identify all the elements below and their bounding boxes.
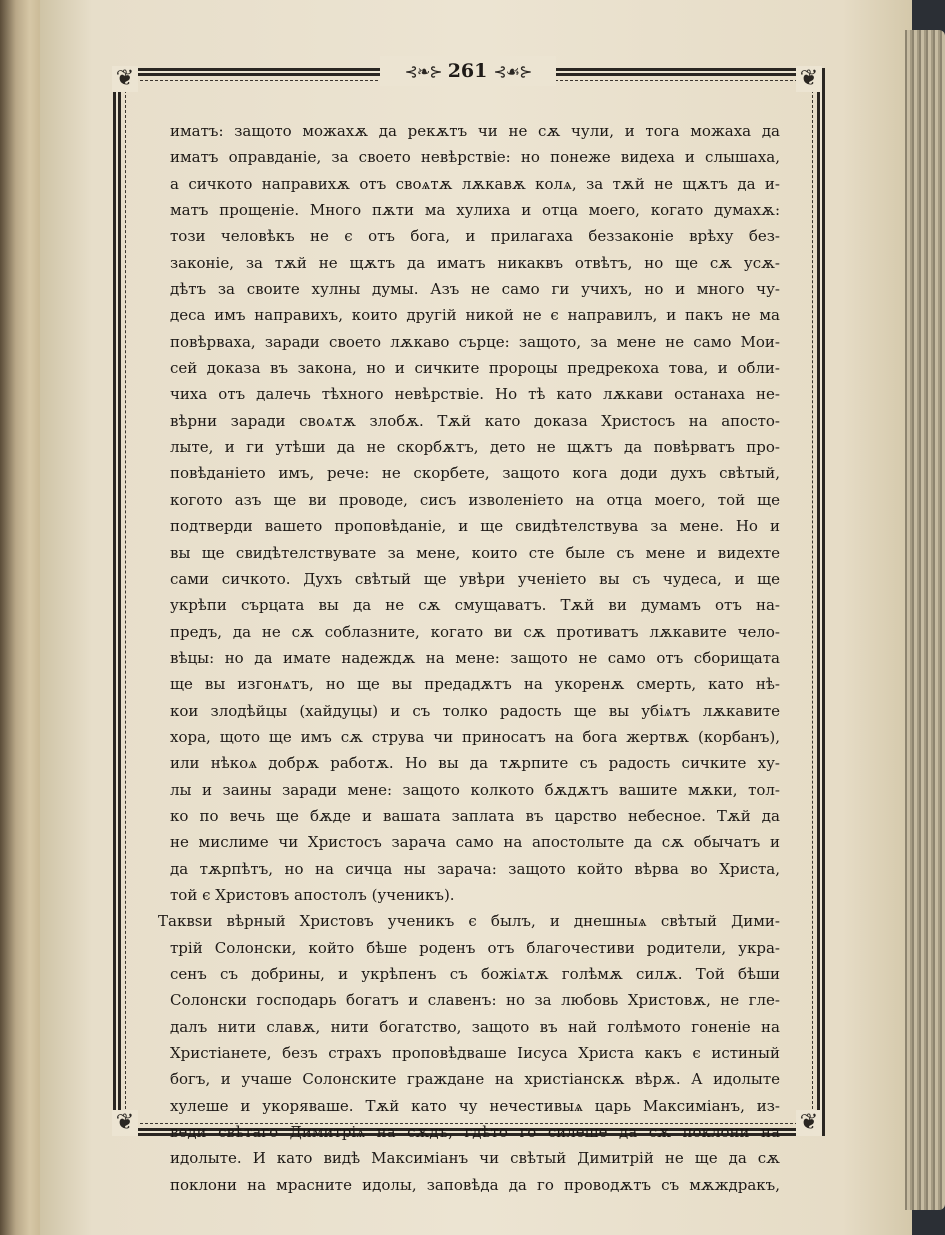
- text-line: вы ще свидѣтелствувате за мене, които сте быле съ мене и видехте: [170, 543, 780, 562]
- corner-ornament-icon: ❦: [112, 1110, 138, 1136]
- text-line: иматъ оправданіе, за своето невѣрствіе: но понеже видеха и слышаха,: [170, 148, 780, 167]
- text-line: ще вы изгонѧтъ, но ще вы предадѫтъ на укоренѫ смерть, като нѣ-: [170, 675, 780, 694]
- text-line: Солонски господарь богатъ и славенъ: но за любовь Христовѫ, не гле-: [170, 991, 780, 1010]
- text-line: Таквѕи вѣрный Христовъ ученикъ є былъ, и днешныѧ свѣтый Дими-: [158, 912, 780, 931]
- text-line: не мислиме чи Христосъ зарача само на апостолыте да сѫ обычатъ и: [170, 833, 780, 852]
- corner-ornament-icon: ❦: [112, 66, 138, 92]
- text-line: дѣтъ за своите хулны думы. Азъ не само ги учихъ, но и много чу-: [170, 280, 780, 299]
- corner-ornament-icon: ❦: [796, 66, 822, 92]
- text-line: хора, щото ще имъ сѫ струва чи приносатъ на бога жертвѫ (корбанъ),: [170, 727, 780, 746]
- page-header: [380, 56, 556, 86]
- page-edges: [905, 30, 945, 1210]
- text-line: лыте, и ги утѣши да не скорбѫтъ, дето не щѫтъ да повѣрватъ про-: [170, 438, 780, 457]
- book-spine: [0, 0, 40, 1235]
- text-line: сей доказа въ закона, но и сичките пророцы предрекоха това, и обли-: [170, 359, 780, 378]
- text-line: вѣрни заради своѧтѫ злобѫ. Тѫй като доказа Христосъ на апосто-: [170, 411, 780, 430]
- text-line: деса имъ направихъ, които другій никой не є направилъ, и пакъ не ма: [170, 306, 780, 325]
- text-line: вѣцы: но да имате надеждѫ на мене: защото не само отъ сборищата: [170, 648, 780, 667]
- text-line: иматъ: защото можахѫ да рекѫтъ чи не сѫ чули, и тога можаха да: [170, 122, 780, 140]
- text-line: матъ прощеніе. Много пѫти ма хулиха и отца моего, когато думахѫ:: [170, 201, 780, 220]
- text-line: поклони на мрасните идолы, заповѣда да го проводѫтъ съ мѫждракъ,: [170, 1175, 780, 1194]
- text-line: сенъ съ добрины, и укрѣпенъ съ божіѧтѫ голѣмѫ силѫ. Той бѣши: [170, 965, 780, 983]
- text-line: богъ, и учаше Солонските граждане на христіанскѫ вѣрѫ. А идолыте: [170, 1070, 780, 1089]
- text-line: хулеше и укоряваше. Тѫй като чу нечестивыѧ царь Максиміанъ, из-: [170, 1096, 780, 1115]
- text-line: предъ, да не сѫ соблазните, когато ви сѫ противатъ лѫкавите чело-: [170, 622, 780, 641]
- corner-ornament-icon: ❦: [796, 1110, 822, 1136]
- page-number: 261: [447, 60, 488, 82]
- text-line: повѣданіето имъ, рече: не скорбете, защото кога доди духъ свѣтый,: [170, 464, 780, 483]
- text-line: подтверди вашето проповѣданіе, и ще свидѣтелствува за мене. Но и: [170, 517, 780, 536]
- text-line: веди свѣтаго Димитріѧ на сѫдъ, гдѣто го силеше да сѫ поклони на: [170, 1123, 780, 1142]
- text-line: повѣрваха, заради своето лѫкаво сърце: защото, за мене не само Мои-: [170, 332, 780, 351]
- text-line: кои злодѣйцы (хайдуцы) и съ толко радость ще вы убіѧтъ лѫкавите: [170, 701, 780, 720]
- text-line: лы и заины заради мене: защото колкото бѫдѫтъ вашите мѫки, тол-: [170, 780, 780, 799]
- text-line: законіе, за тѫй не щѫтъ да иматъ никаквъ отвѣтъ, но ще сѫ усѫ-: [170, 253, 780, 272]
- text-line: да тѫрпѣтъ, но на сичца ны зарача: защото който вѣрва во Христа,: [170, 859, 780, 878]
- text-line: укрѣпи сърцата вы да не сѫ смущаватъ. Тѫй ви думамъ отъ на-: [170, 596, 780, 615]
- text-line: когото азъ ще ви проводе, сисъ изволеніето на отца моего, той ще: [170, 490, 780, 509]
- text-line: ко по вечь ще бѫде и вашата заплата въ царство небесное. Тѫй да: [170, 806, 780, 825]
- text-line: далъ нити славѫ, нити богатство, защото въ най голѣмото гоненіе на: [170, 1017, 780, 1036]
- text-line: чиха отъ далечь тѣхного невѣрствіе. Но тѣ като лѫкави останаха не-: [170, 385, 780, 404]
- text-line: трій Солонски, който бѣше роденъ отъ благочестиви родители, укра-: [170, 938, 780, 957]
- header-ornament-icon: ⊰☙⊱: [493, 61, 532, 81]
- body-text: [158, 118, 780, 1198]
- text-line: идолыте. И като видѣ Максиміанъ чи свѣтый Димитрій не ще да сѫ: [170, 1149, 780, 1168]
- text-line: този человѣкъ не є отъ бога, и прилагаха беззаконіе врѣху без-: [170, 227, 780, 246]
- text-line: сами сичкото. Духъ свѣтый ще увѣри ученіето вы съ чудеса, и ще: [170, 569, 780, 588]
- text-line: той є Христовъ апостолъ (ученикъ).: [170, 885, 455, 904]
- text-line: Христіанете, безъ страхъ проповѣдваше Іисуса Христа какъ є истиный: [170, 1044, 780, 1063]
- text-line: или нѣкоѧ добрѫ работѫ. Но вы да тѫрпите съ радость сичките ху-: [170, 754, 780, 773]
- header-ornament-icon: ⊰❧⊱: [404, 61, 442, 81]
- text-line: а сичкото направихѫ отъ своѧтѫ лѫкавѫ колѧ, за тѫй не щѫтъ да и-: [170, 174, 780, 193]
